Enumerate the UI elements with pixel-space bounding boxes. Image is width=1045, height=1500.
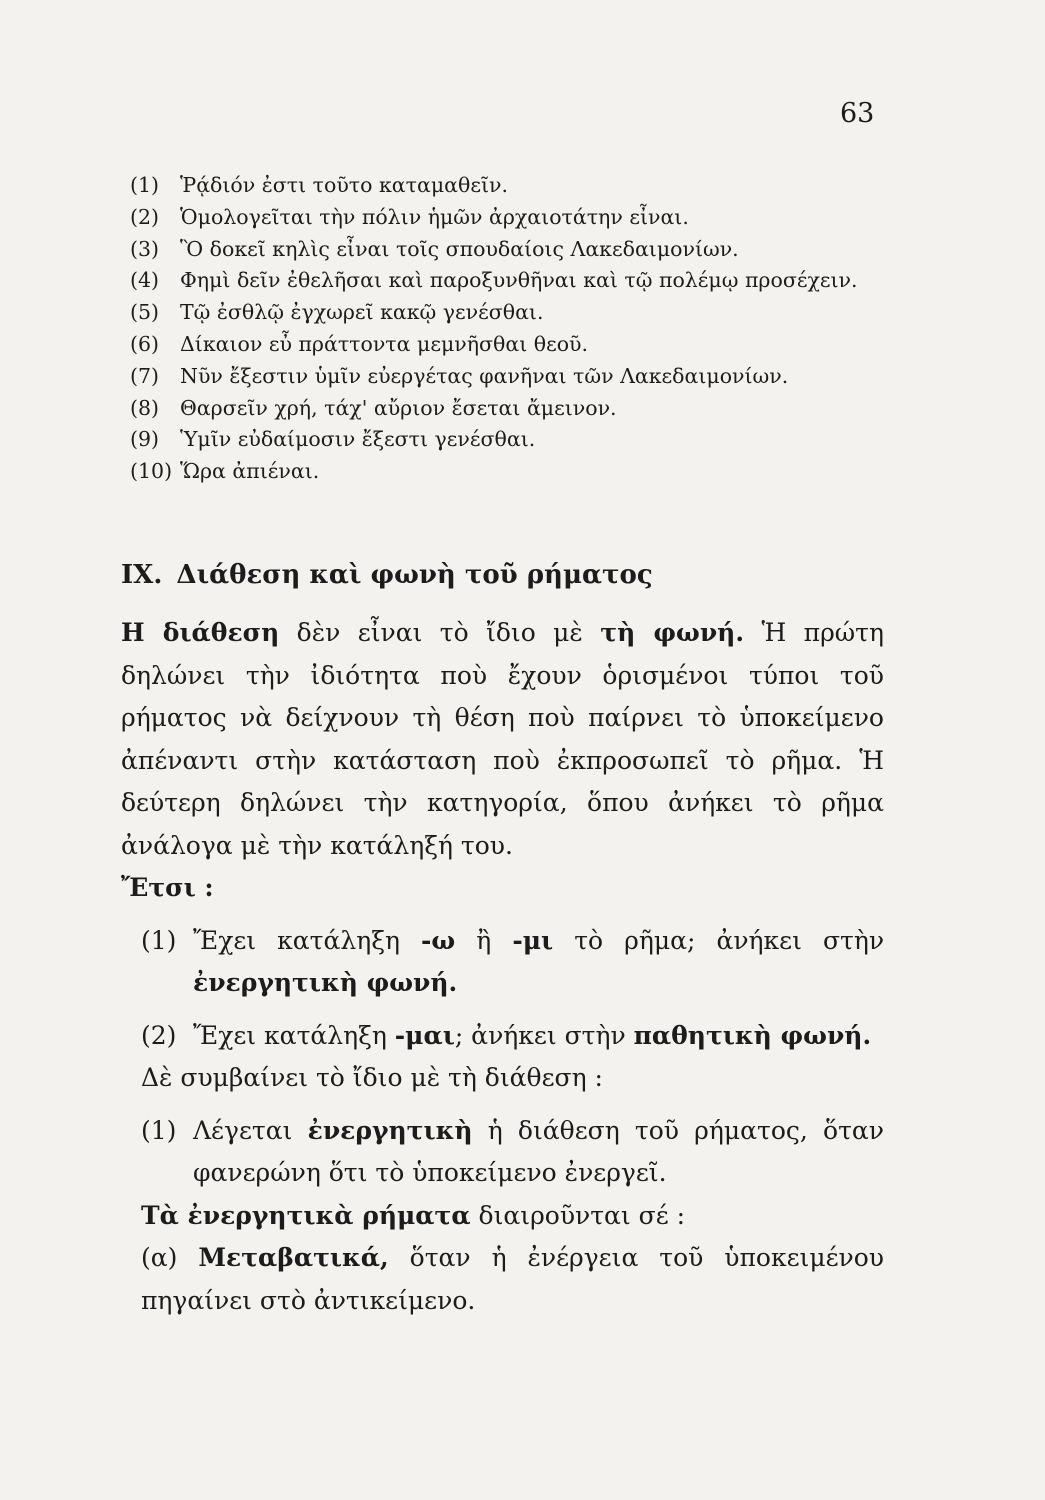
- list-item: [130, 234, 910, 266]
- item-text-part: Λέγεται: [193, 1115, 308, 1145]
- example-number: (6): [130, 331, 160, 356]
- section-heading: [121, 560, 653, 590]
- example-text: Ῥᾴδιόν ἐστι τοῦτο καταμαθεῖν.: [180, 173, 508, 197]
- transition-line: Δὲ συμβαίνει τὸ ἴδιο μὲ τὴ διάθεση :: [141, 1063, 603, 1092]
- example-text: Ὃ δοκεῖ κηλὶς εἶναι τοῖς σπουδαίοις Λακεδαιμονίων.: [180, 236, 739, 261]
- item-text: [193, 920, 884, 1005]
- transitive-definition: [121, 1237, 884, 1322]
- etsi-label: Ἔτσι :: [121, 873, 214, 902]
- line-text: ὅταν ἡ ἐνέργεια τοῦ ὑποκειμένου πηγαίνει στὸ ἀντικείμενο.: [141, 1243, 884, 1315]
- term-foni: τὴ φωνή.: [600, 618, 745, 647]
- example-text: Δίκαιον εὖ πράττοντα μεμνῆσθαι θεοῦ.: [180, 331, 589, 356]
- item-text: [193, 1015, 884, 1058]
- list-item: [130, 393, 910, 425]
- list-item: [130, 170, 910, 202]
- category-line: [121, 1195, 884, 1238]
- item-text-part: ; ἀνήκει στὴν: [454, 1020, 634, 1050]
- line-text: διαιροῦνται σέ :: [470, 1200, 686, 1230]
- item-number: (1): [141, 925, 177, 955]
- term-active-verbs: Τὰ ἐνεργητικὰ ρήματα: [141, 1200, 471, 1230]
- term-transitive: Μεταβατικά,: [198, 1243, 389, 1272]
- example-number: (9): [130, 427, 160, 452]
- list-item: [130, 202, 910, 234]
- list-item: [130, 329, 910, 361]
- example-number: (10): [130, 459, 173, 484]
- list-item: [121, 1110, 884, 1195]
- list-item: [130, 265, 910, 297]
- body-text: [121, 612, 884, 1322]
- example-text: Ὁμολογεῖται τὴν πόλιν ἡμῶν ἀρχαιοτάτην εἶναι.: [180, 204, 689, 229]
- item-text-part: ἡ διάθεση τοῦ ρήματος, ὅταν φανερώνη ὅτι τὸ ὑποκείμενο ἐνεργεῖ.: [193, 1115, 884, 1187]
- example-text: Νῦν ἔξεστιν ὑμῖν εὐεργέτας φανῆναι τῶν Λακεδαιμονίων.: [180, 363, 789, 388]
- ending-omega: -ω: [421, 925, 456, 955]
- list-item: [130, 361, 910, 393]
- term-active: ἐνεργητικὴ: [307, 1115, 473, 1145]
- item-text-part: Ἔχει κατάληξη: [193, 1020, 395, 1050]
- term-diathesi: Η διάθεση: [121, 618, 280, 647]
- example-list: [130, 170, 910, 488]
- example-number: (3): [130, 236, 160, 261]
- example-text: Τῷ ἐσθλῷ ἐγχωρεῖ κακῷ γενέσθαι.: [180, 300, 544, 325]
- example-number: (7): [130, 363, 160, 388]
- list-item: [121, 1015, 884, 1058]
- example-number: (4): [130, 268, 160, 293]
- paragraph-text: Ἡ πρώτη δηλώνει τὴν ἰδιότητα ποὺ ἔχουν ὁρισμένοι τύποι τοῦ ρήματος νὰ δείχνουν τὴ θέση ποὺ παίρνει τὸ ὑποκείμενο ἀπέναντι στὴν κατάσταση ποὺ ἐκπροσωπεῖ τὸ ρῆμα. Ἡ δεύτερη δηλώνει τὴν κατηγορία, ὅπου ἀνήκει τὸ ρῆμα ἀνάλογα μὲ τὴν κατάληξή του.: [121, 618, 884, 860]
- example-number: (1): [130, 173, 160, 197]
- example-number: (5): [130, 300, 160, 325]
- example-number: (8): [130, 395, 160, 420]
- list-item: [130, 297, 910, 329]
- item-text: [193, 1110, 884, 1195]
- item-text-part: ἢ: [455, 925, 513, 955]
- item-text-part: τὸ ρῆμα; ἀνήκει στὴν: [553, 925, 885, 955]
- ending-mai: -μαι: [394, 1020, 455, 1050]
- paragraph-text: δὲν εἶναι τὸ ἴδιο μὲ: [279, 618, 601, 647]
- page-number: 63: [840, 98, 875, 129]
- example-text: Θαρσεῖν χρή, τάχ' αὔριον ἔσεται ἄμεινον.: [180, 395, 617, 420]
- item-number: (1): [141, 1115, 177, 1145]
- example-text: Ὑμῖν εὐδαίμοσιν ἔξεστι γενέσθαι.: [180, 427, 536, 452]
- item-text-part: Ἔχει κατάληξη: [193, 925, 422, 955]
- ending-mi: -μι: [512, 925, 554, 955]
- example-text: Ὥρα ἀπιέναι.: [180, 459, 320, 484]
- term-passive-voice: παθητικὴ φωνή.: [633, 1020, 872, 1050]
- list-item: [121, 920, 884, 1005]
- example-text: Φημὶ δεῖν ἐθελῆσαι καὶ παροξυνθῆναι καὶ τῷ πολέμῳ προσέχειν.: [180, 268, 858, 293]
- section-title: Διάθεση καὶ φωνὴ τοῦ ρήματος: [176, 560, 653, 590]
- definition-paragraph: [121, 612, 884, 867]
- term-active-voice: ἐνεργητικὴ φωνή.: [193, 968, 458, 997]
- list-item: [130, 424, 910, 456]
- item-label: (α): [141, 1243, 199, 1272]
- list-item: [130, 456, 910, 488]
- example-number: (2): [130, 204, 160, 229]
- item-number: (2): [141, 1020, 177, 1050]
- section-number: IX.: [121, 560, 163, 590]
